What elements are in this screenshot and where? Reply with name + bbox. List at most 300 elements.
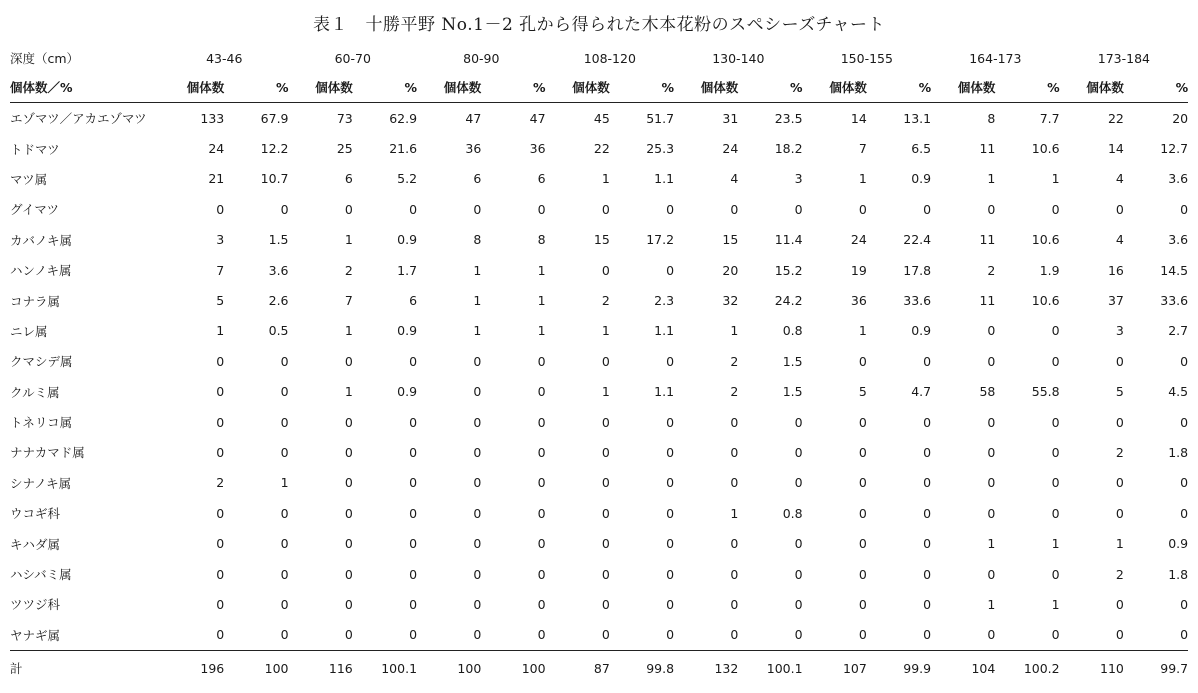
count-header: 個体数 — [803, 72, 867, 103]
count-cell: 0 — [344, 414, 353, 430]
table-row — [10, 468, 1188, 498]
pct-cell: 1.8 — [1168, 444, 1189, 460]
count-cell: 0 — [473, 627, 482, 643]
count-cell: 0 — [858, 201, 867, 217]
count-cell: 0 — [601, 475, 610, 491]
count-cell: 0 — [1115, 505, 1124, 521]
pct-cell: 0 — [1051, 505, 1060, 521]
pct-cell: 0 — [280, 566, 289, 582]
count-cell: 5 — [1115, 384, 1124, 400]
pct-cell: 1.7 — [397, 262, 418, 278]
table-row — [10, 346, 1188, 376]
pct-cell: 0 — [1051, 201, 1060, 217]
count-cell: 15 — [722, 232, 739, 248]
pct-cell: 0 — [537, 566, 546, 582]
count-cell: 0 — [730, 596, 739, 612]
table-row — [10, 437, 1188, 467]
pct-cell: 10.6 — [1031, 141, 1060, 157]
count-cell: 0 — [1115, 627, 1124, 643]
count-cell: 45 — [593, 110, 610, 126]
total-count-cell: 132 — [674, 651, 738, 686]
species-name: カバノキ属 — [10, 232, 73, 248]
count-cell: 22 — [1107, 110, 1124, 126]
count-cell: 5 — [858, 384, 867, 400]
total-pct-cell: 100 — [224, 651, 288, 686]
count-cell: 0 — [473, 444, 482, 460]
pct-cell: 0 — [666, 627, 675, 643]
pct-cell: 1 — [537, 293, 546, 309]
pct-cell: 0 — [537, 475, 546, 491]
count-cell: 3 — [1115, 323, 1124, 339]
count-cell: 0 — [1115, 414, 1124, 430]
count-cell: 0 — [344, 201, 353, 217]
species-name: キハダ属 — [10, 536, 61, 552]
pct-cell: 17.8 — [903, 262, 932, 278]
pct-cell: 12.7 — [1160, 141, 1189, 157]
pct-cell: 62.9 — [389, 110, 418, 126]
pct-cell: 0 — [794, 444, 803, 460]
count-cell: 0 — [344, 353, 353, 369]
pct-cell: 5.2 — [397, 171, 418, 187]
pct-cell: 0 — [537, 353, 546, 369]
table-body — [10, 103, 1188, 651]
count-cell: 5 — [216, 293, 225, 309]
pct-header: % — [610, 72, 674, 103]
pct-cell: 0 — [537, 414, 546, 430]
count-cell: 0 — [987, 201, 996, 217]
pct-cell: 0 — [666, 536, 675, 552]
pct-cell: 0 — [1051, 627, 1060, 643]
count-cell: 0 — [987, 414, 996, 430]
count-cell: 19 — [850, 262, 867, 278]
pct-cell: 2.7 — [1168, 323, 1189, 339]
depth-range: 108-120 — [583, 50, 636, 66]
pct-cell: 3.6 — [1168, 171, 1189, 187]
table-row — [10, 133, 1188, 163]
species-name: ニレ属 — [10, 323, 48, 339]
pct-cell: 0 — [1180, 627, 1189, 643]
count-cell: 1 — [1115, 536, 1124, 552]
count-cell: 0 — [601, 566, 610, 582]
count-cell: 11 — [979, 141, 996, 157]
count-cell: 0 — [473, 353, 482, 369]
count-cell: 11 — [979, 293, 996, 309]
count-cell: 0 — [601, 596, 610, 612]
pct-cell: 55.8 — [1031, 384, 1060, 400]
count-cell: 0 — [344, 475, 353, 491]
total-count-cell: 196 — [160, 651, 224, 686]
count-cell: 0 — [601, 414, 610, 430]
count-cell: 2 — [601, 293, 610, 309]
pct-cell: 3.6 — [268, 262, 289, 278]
pct-cell: 24.2 — [774, 293, 803, 309]
table-row — [10, 528, 1188, 558]
pct-cell: 0 — [280, 536, 289, 552]
pct-cell: 3.6 — [1168, 232, 1189, 248]
table-row — [10, 285, 1188, 315]
count-cell: 0 — [344, 536, 353, 552]
count-cell: 0 — [216, 414, 225, 430]
subheader-row — [10, 72, 1188, 103]
count-header: 個体数 — [674, 72, 738, 103]
count-cell: 0 — [601, 536, 610, 552]
count-cell: 4 — [730, 171, 739, 187]
total-pct-cell: 99.8 — [610, 651, 674, 686]
pct-cell: 0 — [537, 444, 546, 460]
pct-cell: 2.6 — [268, 293, 289, 309]
depth-range: 60-70 — [334, 50, 371, 66]
total-count-cell: 110 — [1060, 651, 1124, 686]
pct-cell: 0 — [1051, 414, 1060, 430]
count-cell: 0 — [216, 596, 225, 612]
count-cell: 0 — [601, 505, 610, 521]
pct-cell: 1.1 — [654, 171, 675, 187]
count-cell: 3 — [216, 232, 225, 248]
pct-cell: 1 — [537, 262, 546, 278]
pct-cell: 0 — [537, 384, 546, 400]
pct-cell: 0 — [1051, 444, 1060, 460]
pct-cell: 0 — [409, 353, 418, 369]
total-pct-cell: 100.2 — [995, 651, 1059, 686]
pct-cell: 0 — [280, 444, 289, 460]
pct-cell: 0 — [409, 475, 418, 491]
pct-cell: 0 — [409, 536, 418, 552]
depth-label: 深度（cm） — [10, 51, 80, 66]
pct-cell: 10.7 — [260, 171, 289, 187]
pct-cell: 0 — [923, 444, 932, 460]
pct-cell: 0 — [280, 505, 289, 521]
count-cell: 1 — [730, 505, 739, 521]
depth-range: 130-140 — [712, 50, 765, 66]
count-cell: 0 — [858, 505, 867, 521]
total-pct-cell: 99.9 — [867, 651, 931, 686]
count-cell: 0 — [473, 414, 482, 430]
table-row — [10, 589, 1188, 619]
pct-cell: 51.7 — [646, 110, 675, 126]
pct-cell: 1.1 — [654, 323, 675, 339]
pct-cell: 1.1 — [654, 384, 675, 400]
total-count-cell: 107 — [803, 651, 867, 686]
pct-cell: 0 — [409, 414, 418, 430]
count-cell: 8 — [987, 110, 996, 126]
pct-cell: 1.5 — [782, 353, 803, 369]
count-cell: 1 — [473, 293, 482, 309]
pct-cell: 0 — [1051, 323, 1060, 339]
pct-cell: 0 — [794, 627, 803, 643]
pct-cell: 0 — [280, 201, 289, 217]
count-cell: 1 — [987, 171, 996, 187]
total-count-cell: 100 — [417, 651, 481, 686]
count-header: 個体数 — [289, 72, 353, 103]
count-cell: 0 — [344, 566, 353, 582]
count-cell: 0 — [1115, 475, 1124, 491]
pct-header: % — [1124, 72, 1188, 103]
count-cell: 0 — [987, 323, 996, 339]
count-cell: 0 — [216, 505, 225, 521]
count-cell: 1 — [473, 262, 482, 278]
total-pct-cell: 100.1 — [353, 651, 417, 686]
pct-cell: 0 — [537, 201, 546, 217]
count-cell: 37 — [1107, 293, 1124, 309]
pct-cell: 0 — [666, 262, 675, 278]
count-cell: 36 — [465, 141, 482, 157]
pct-cell: 1 — [1051, 171, 1060, 187]
pct-cell: 0 — [923, 414, 932, 430]
table-caption: 表１ 十勝平野 No.1－2 孔から得られた木本花粉のスペシーズチャート — [313, 15, 885, 35]
count-cell: 15 — [593, 232, 610, 248]
count-cell: 16 — [1107, 262, 1124, 278]
pct-cell: 0 — [923, 201, 932, 217]
species-chart-table — [10, 44, 1188, 685]
count-cell: 0 — [473, 505, 482, 521]
pct-cell: 0 — [794, 596, 803, 612]
species-name: クルミ属 — [10, 384, 60, 400]
count-cell: 0 — [473, 475, 482, 491]
table-row — [10, 620, 1188, 651]
count-cell: 0 — [858, 536, 867, 552]
total-pct-cell: 100.1 — [738, 651, 802, 686]
count-cell: 0 — [858, 475, 867, 491]
pct-cell: 0.9 — [1168, 536, 1189, 552]
count-cell: 2 — [730, 384, 739, 400]
count-cell: 6 — [344, 171, 353, 187]
pct-cell: 0 — [1180, 505, 1189, 521]
pct-cell: 0 — [794, 566, 803, 582]
count-cell: 0 — [601, 627, 610, 643]
pct-cell: 0 — [1180, 414, 1189, 430]
count-cell: 1 — [730, 323, 739, 339]
table-row — [10, 316, 1188, 346]
pct-cell: 0 — [1051, 475, 1060, 491]
species-name: ヤナギ属 — [10, 627, 61, 643]
pct-cell: 11.4 — [774, 232, 803, 248]
count-cell: 0 — [1115, 596, 1124, 612]
pct-cell: 1.8 — [1168, 566, 1189, 582]
count-cell: 0 — [987, 353, 996, 369]
count-cell: 2 — [344, 262, 353, 278]
count-cell: 1 — [344, 384, 353, 400]
pct-cell: 18.2 — [774, 141, 803, 157]
pct-cell: 0 — [1180, 475, 1189, 491]
count-cell: 0 — [473, 566, 482, 582]
pct-cell: 20 — [1172, 110, 1189, 126]
pct-cell: 14.5 — [1160, 262, 1189, 278]
count-cell: 21 — [208, 171, 225, 187]
table-row — [10, 377, 1188, 407]
pct-cell: 2.3 — [654, 293, 675, 309]
total-pct-cell: 100 — [481, 651, 545, 686]
count-cell: 20 — [722, 262, 739, 278]
count-cell: 8 — [473, 232, 482, 248]
count-cell: 0 — [216, 444, 225, 460]
count-cell: 0 — [730, 201, 739, 217]
species-name: ウコギ科 — [10, 506, 61, 522]
depth-range: 150-155 — [840, 50, 893, 66]
count-cell: 0 — [344, 627, 353, 643]
pct-cell: 0 — [1051, 353, 1060, 369]
pct-cell: 0 — [666, 444, 675, 460]
pct-cell: 0.8 — [782, 323, 803, 339]
total-count-cell: 87 — [546, 651, 610, 686]
count-cell: 0 — [730, 414, 739, 430]
count-cell: 0 — [216, 536, 225, 552]
pct-cell: 0 — [537, 596, 546, 612]
count-cell: 1 — [601, 323, 610, 339]
count-cell: 0 — [601, 444, 610, 460]
pct-header: % — [738, 72, 802, 103]
table-row — [10, 194, 1188, 224]
count-cell: 24 — [850, 232, 867, 248]
count-cell: 0 — [730, 627, 739, 643]
species-name: ハンノキ属 — [10, 263, 72, 279]
count-cell: 47 — [465, 110, 482, 126]
count-cell: 22 — [593, 141, 610, 157]
pct-cell: 0 — [923, 536, 932, 552]
pct-cell: 0 — [1180, 353, 1189, 369]
pct-cell: 0 — [409, 596, 418, 612]
count-cell: 0 — [987, 505, 996, 521]
pct-cell: 15.2 — [774, 262, 803, 278]
count-cell: 0 — [216, 627, 225, 643]
count-cell: 0 — [987, 475, 996, 491]
count-cell: 0 — [730, 566, 739, 582]
count-cell: 0 — [601, 201, 610, 217]
depth-range: 43-46 — [206, 50, 243, 66]
count-cell: 0 — [473, 596, 482, 612]
count-cell: 0 — [730, 444, 739, 460]
count-cell: 0 — [216, 201, 225, 217]
count-cell: 0 — [987, 627, 996, 643]
count-cell: 0 — [601, 262, 610, 278]
pct-cell: 6 — [409, 293, 418, 309]
count-cell: 0 — [858, 414, 867, 430]
count-cell: 1 — [601, 384, 610, 400]
pct-cell: 0.9 — [397, 384, 418, 400]
count-cell: 4 — [1115, 232, 1124, 248]
count-cell: 0 — [344, 505, 353, 521]
pct-header: % — [867, 72, 931, 103]
count-header: 個体数 — [931, 72, 995, 103]
pct-cell: 0 — [1180, 201, 1189, 217]
count-cell: 24 — [208, 141, 225, 157]
count-cell: 14 — [850, 110, 867, 126]
count-cell: 0 — [473, 384, 482, 400]
pct-cell: 0 — [923, 596, 932, 612]
count-cell: 133 — [200, 110, 225, 126]
pct-cell: 8 — [537, 232, 546, 248]
pct-header: % — [224, 72, 288, 103]
pct-cell: 0 — [666, 596, 675, 612]
count-cell: 58 — [979, 384, 996, 400]
pct-cell: 0.9 — [397, 232, 418, 248]
count-cell: 0 — [858, 444, 867, 460]
pct-cell: 0 — [666, 201, 675, 217]
pct-cell: 0 — [537, 536, 546, 552]
pct-cell: 0 — [1180, 596, 1189, 612]
pct-cell: 1.5 — [268, 232, 289, 248]
count-cell: 0 — [344, 596, 353, 612]
pct-cell: 13.1 — [903, 110, 932, 126]
count-cell: 2 — [1115, 444, 1124, 460]
species-name: ナナカマド属 — [10, 445, 85, 461]
species-name: トドマツ — [10, 141, 60, 157]
species-name: グイマツ — [10, 202, 60, 218]
count-cell: 0 — [601, 353, 610, 369]
pct-cell: 21.6 — [389, 141, 418, 157]
count-cell: 1 — [601, 171, 610, 187]
pct-cell: 0 — [666, 505, 675, 521]
pct-cell: 0 — [280, 596, 289, 612]
count-cell: 1 — [473, 323, 482, 339]
count-cell: 32 — [722, 293, 739, 309]
species-name: ハシバミ属 — [10, 567, 72, 583]
count-cell: 0 — [858, 566, 867, 582]
count-cell: 36 — [850, 293, 867, 309]
count-cell: 1 — [987, 536, 996, 552]
pct-cell: 1 — [1051, 536, 1060, 552]
pct-cell: 0 — [409, 505, 418, 521]
pct-cell: 1.5 — [782, 384, 803, 400]
count-cell: 0 — [1115, 201, 1124, 217]
pct-header: % — [481, 72, 545, 103]
count-cell: 2 — [1115, 566, 1124, 582]
pct-cell: 0 — [666, 414, 675, 430]
table-row — [10, 559, 1188, 589]
pct-cell: 22.4 — [903, 232, 932, 248]
pct-cell: 0.9 — [911, 323, 932, 339]
pct-cell: 0 — [794, 414, 803, 430]
depth-range: 173-184 — [1097, 50, 1150, 66]
count-cell: 0 — [473, 536, 482, 552]
count-cell: 0 — [216, 566, 225, 582]
count-header: 個体数 — [546, 72, 610, 103]
pct-cell: 1 — [280, 475, 289, 491]
species-name: エゾマツ／アカエゾマツ — [10, 111, 147, 127]
count-cell: 6 — [473, 171, 482, 187]
pct-cell: 12.2 — [260, 141, 289, 157]
pct-cell: 7.7 — [1039, 110, 1060, 126]
count-cell: 1 — [858, 171, 867, 187]
pct-cell: 36 — [529, 141, 546, 157]
pct-cell: 0 — [409, 444, 418, 460]
species-name: シナノキ属 — [10, 475, 72, 491]
total-count-cell: 104 — [931, 651, 995, 686]
pct-cell: 6.5 — [911, 141, 932, 157]
count-pct-label: 個体数／% — [10, 72, 160, 103]
table-row — [10, 225, 1188, 255]
count-cell: 0 — [730, 536, 739, 552]
count-cell: 0 — [730, 475, 739, 491]
pct-cell: 0 — [923, 566, 932, 582]
pct-cell: 0 — [666, 475, 675, 491]
count-cell: 0 — [216, 384, 225, 400]
species-name: コナラ属 — [10, 293, 61, 309]
pct-cell: 23.5 — [774, 110, 803, 126]
pct-cell: 1 — [537, 323, 546, 339]
count-cell: 0 — [987, 444, 996, 460]
count-cell: 1 — [216, 323, 225, 339]
count-cell: 0 — [473, 201, 482, 217]
count-cell: 31 — [722, 110, 739, 126]
count-cell: 25 — [336, 141, 353, 157]
count-cell: 0 — [858, 353, 867, 369]
species-name: ツツジ科 — [10, 597, 61, 613]
pct-cell: 0 — [409, 201, 418, 217]
species-name: トネリコ属 — [10, 415, 73, 431]
pct-cell: 6 — [537, 171, 546, 187]
pct-cell: 0 — [280, 414, 289, 430]
pct-cell: 10.6 — [1031, 232, 1060, 248]
